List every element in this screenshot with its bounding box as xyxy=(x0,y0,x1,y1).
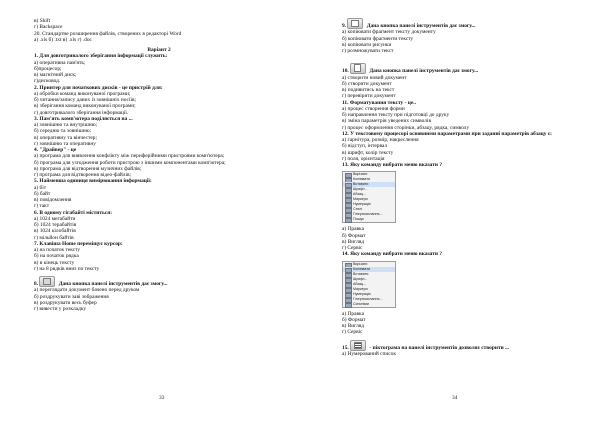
option: а) оперативна пам'ять; xyxy=(34,59,86,66)
option: б) Формат xyxy=(342,316,366,323)
option: в) шрифт, колір тексту xyxy=(342,149,394,156)
option: б) байт xyxy=(34,190,51,197)
option: г) перевірити документ xyxy=(342,93,396,100)
menu-item-label: Маркери xyxy=(353,197,368,202)
option: г) розмножувати текст xyxy=(342,48,394,54)
option: а) біт xyxy=(34,184,47,191)
question-text: Дана кнопка панелі інструментів дає змогу... xyxy=(58,281,168,287)
option: г) довготривалого зберігання інформації. xyxy=(34,109,129,116)
option: в) Вигляд xyxy=(342,323,365,329)
option: г)дисковод. xyxy=(34,78,61,85)
printer-icon xyxy=(39,276,55,287)
option: г) Сервіс xyxy=(342,329,363,336)
menu-item-label: Абзац... xyxy=(353,281,367,286)
menu-item-label: Копіювати xyxy=(353,177,370,182)
option: б) відступ, інтервал xyxy=(342,143,388,150)
menu-item-label: Шрифт... xyxy=(353,187,368,192)
text-line: в) Shift xyxy=(34,18,51,24)
menu-item-label: Копіювати xyxy=(353,266,370,271)
variant-title: Варіант 2 xyxy=(147,47,171,53)
option: а) обробки команд виконуваної програми; xyxy=(34,90,131,97)
question-14: 14. Яку команду вибрати меню вказати ? xyxy=(342,251,443,258)
question-number: 10. xyxy=(342,68,349,75)
option: а) програма для виявлення конфлікту між периферійними пристроями комп'ютера; xyxy=(34,153,225,160)
question-6: 6. В одному гігабайті міститься: xyxy=(34,209,113,216)
option: в) магнітний диск; xyxy=(34,72,77,78)
question-15 xyxy=(342,340,587,351)
menu-item-label: Гіперпосилання... xyxy=(353,296,383,301)
context-menu-image xyxy=(342,261,396,308)
question-text: Дана кнопка панелі інструментів дає змогу... xyxy=(366,23,476,29)
option: г) такт xyxy=(34,203,50,210)
option: г) Сервіс xyxy=(342,245,363,251)
option: б) 1024 терабайтів xyxy=(34,222,77,228)
option: в) оперативну та вінчестер; xyxy=(34,134,97,141)
right-column xyxy=(342,18,587,357)
right-page xyxy=(300,0,600,424)
question-8 xyxy=(34,276,284,287)
option: в) копіювати рисунки xyxy=(342,41,392,48)
menu-item xyxy=(343,302,395,307)
question-3: 3. Пам'ять комп'ютера поділяється на ... xyxy=(34,115,133,122)
option: а) копіювати фрагмент тексту документу xyxy=(342,29,436,36)
option: а) Правка xyxy=(342,310,364,317)
option: б) створити документ xyxy=(342,80,392,87)
option: б) направлення тексту при підготовці до друку xyxy=(342,112,450,118)
question-number: 8. xyxy=(34,281,39,287)
menu-item-label: Гіперпосилання... xyxy=(353,212,383,217)
menu-item-icon xyxy=(345,303,352,308)
question-10 xyxy=(342,63,587,74)
question-text: Дана кнопка панелі інструментів дає змогу... xyxy=(369,68,479,75)
option: а) 1024 мегабайти xyxy=(34,215,76,222)
format-painter-icon xyxy=(347,18,363,29)
page-number: 33 xyxy=(159,395,165,401)
option: а) на початок тексту xyxy=(34,247,81,253)
option: в) подивитись на текст xyxy=(342,87,395,93)
question-number: 15. xyxy=(342,344,349,351)
option: б) програма для узгодження роботи пристрою з іншими компонентами комп'ютера; xyxy=(34,159,226,166)
menu-item-label: Синоніми xyxy=(353,301,369,306)
menu-item-label: Вирізати xyxy=(353,172,368,177)
option: б) копіювати фрагменти тексту xyxy=(342,35,414,42)
context-menu-image xyxy=(342,171,396,223)
option: а) процес створення форми xyxy=(342,105,405,112)
option: а) зовнішню та внутрішню; xyxy=(34,122,98,128)
option: а) переглядати документ бачено перед друком xyxy=(34,287,140,294)
menu-item-label: Вставити xyxy=(353,271,369,276)
option: б) середню та зовнішню; xyxy=(34,128,92,135)
option: а) Нумерований список xyxy=(342,350,396,357)
question-2: 2. Принтер для початкових дисків - це пристрій для: xyxy=(34,84,163,91)
menu-item-label: Стилі xyxy=(353,207,363,212)
option: в) Вигляд xyxy=(342,238,365,245)
menu-item-label: Абзац... xyxy=(353,192,367,197)
question-5: 5. Найменша одиниця вимірювання інформації: xyxy=(34,178,152,185)
option: г) програма для відтворення відео-файлів; xyxy=(34,172,132,178)
option: б) читання/запису даних із зовнішніх носіїв; xyxy=(34,97,136,103)
question-9 xyxy=(342,18,587,29)
left-column xyxy=(34,18,284,312)
menu-item-label: Вставити xyxy=(353,182,369,187)
menu-item-label: Вирізати xyxy=(353,261,368,266)
numbered-list-icon xyxy=(350,340,366,351)
option: г) поля, орієнтація xyxy=(342,155,385,162)
question-7: 7. Клавіша Home переміщує курсор: xyxy=(34,240,123,247)
menu-item-label: Пошук xyxy=(353,217,364,222)
question-11: 11. Форматування тексту - це.. xyxy=(342,99,416,106)
question-4: 4. "Драйвер" - це xyxy=(34,147,77,153)
option: в) повідомлення xyxy=(34,197,72,203)
option: г) вивести у розкладку xyxy=(34,306,87,312)
option: б) роздрукувати заві зображення xyxy=(34,293,109,300)
option: в) зберігання команд виконуваної програми; xyxy=(34,103,136,110)
option: г) процес оформлення сторінки, абзацу, рядка, символу xyxy=(342,124,470,131)
question-text: - піктограма на панелі інструментів дозволяє створити ... xyxy=(369,344,510,351)
option: в) зміна параметрів уведених символів xyxy=(342,118,431,125)
option: г) зовнішню та оперативну xyxy=(34,140,96,147)
question-13: 13. Яку команду вибрати меню вказати ? xyxy=(342,162,443,168)
new-document-icon xyxy=(350,63,366,74)
menu-item-label: Шрифт... xyxy=(353,276,368,281)
text-line: г) Backspace xyxy=(34,24,63,31)
option: а) створити новий документ xyxy=(342,74,407,81)
question-1: 1. Для довготривалого зберігання інформації служить: xyxy=(34,53,168,60)
option: б) на початок рядка xyxy=(34,253,79,260)
option: в) роздрукувати весь буфер xyxy=(34,299,97,306)
question-12: 12. У текстовому процесорі основними параметрами при заданні параметрів абзацу є: xyxy=(342,130,552,137)
option: г) мільйон байтів xyxy=(34,234,74,241)
menu-item-label: Нумерація xyxy=(353,291,371,296)
option: а) Правка xyxy=(342,226,364,233)
text-line: 20. Стандартне розширення файлів, створених в редакторі Word xyxy=(34,30,182,37)
menu-item-icon xyxy=(345,218,352,223)
option: а) гарнітура, розмір, накреслення xyxy=(342,137,419,143)
option: г) на 8 рядків вниз по тексту xyxy=(34,265,100,272)
menu-item-label: Нумерація xyxy=(353,202,371,207)
option: б)процесор; xyxy=(34,65,62,72)
menu-item xyxy=(343,217,395,222)
option: в) програма для відтворення музичних файлів; xyxy=(34,165,142,172)
question-number: 9. xyxy=(342,23,347,29)
menu-item-label: Маркери xyxy=(353,286,368,291)
option: б) Формат xyxy=(342,232,366,239)
page-number: 34 xyxy=(452,395,458,401)
text-line: а) .xls б) .txt в) .xls г) .doc xyxy=(34,36,92,43)
option: в) в кінець тексту xyxy=(34,259,75,266)
option: в) 1024 кілобайтів xyxy=(34,228,76,235)
